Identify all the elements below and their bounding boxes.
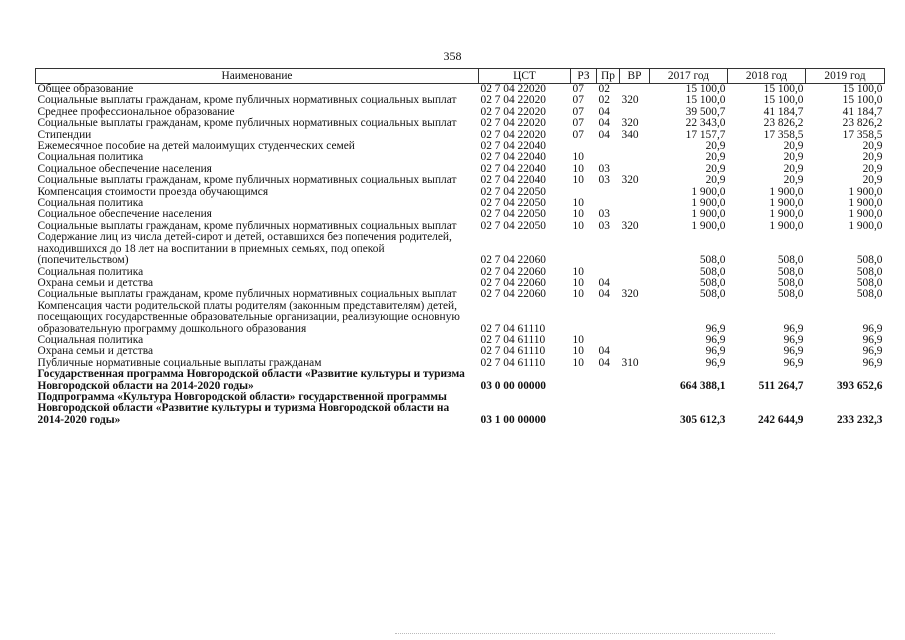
cell-2019: 1 900,0 (848, 185, 883, 198)
cell-rz: 10 (572, 356, 584, 369)
cell-2019: 96,9 (862, 356, 883, 369)
cell-pr: 04 (598, 356, 610, 369)
cell-2018: 511 264,7 (758, 379, 804, 392)
cell-rz: 07 (572, 117, 584, 130)
budget-table (35, 68, 885, 426)
header-cst: ЦСТ (479, 69, 571, 84)
cell-pr (597, 301, 620, 335)
cell-2019: 20,9 (862, 151, 883, 164)
cell-name: Ежемесячное пособие на детей малоимущих студенческих семей (37, 140, 355, 153)
cell-2019: 96,9 (862, 345, 883, 358)
cell-cst: 02 7 04 61110 (480, 333, 546, 346)
cell-vr: 310 (621, 356, 639, 369)
cell-pr (597, 187, 620, 198)
header-2019: 2019 год (806, 69, 885, 84)
cell-2017: 20,9 (705, 140, 726, 153)
cell-rz: 10 (572, 345, 584, 358)
cell-cst: 02 7 04 61110 (480, 322, 546, 335)
cell-cst: 02 7 04 22020 (480, 105, 546, 118)
cell-2018: 96,9 (783, 356, 804, 369)
cell-2017: 1 900,0 (691, 208, 726, 221)
cell-2017: 1 900,0 (691, 185, 726, 198)
cell-vr: 320 (621, 117, 639, 130)
cell-2017: 22 343,0 (685, 117, 726, 130)
cell-pr (597, 232, 620, 266)
cell-2017: 508,0 (699, 276, 726, 289)
cell-2019: 96,9 (862, 322, 883, 335)
cell-cst: 02 7 04 22060 (480, 254, 546, 267)
table-body (36, 84, 885, 427)
table-header-row (36, 69, 885, 84)
cell-name: Социальная политика (37, 333, 144, 346)
scan-artifact-line (395, 633, 775, 636)
cell-cst: 02 7 04 22040 (480, 140, 546, 153)
table-row (36, 141, 885, 152)
cell-2018: 508,0 (777, 288, 804, 301)
cell-pr: 03 (598, 162, 610, 175)
cell-name: Содержание лиц из числа детей-сирот и детей, оставшихся без попечения родителей, находившихся до 18 лет на воспитании в приемных семьях, под опекой (попечительством) (37, 231, 452, 267)
cell-pr: 02 (598, 83, 610, 95)
cell-2017: 96,9 (705, 356, 726, 369)
cell-rz: 10 (572, 288, 584, 301)
cell-cst: 02 7 04 61110 (480, 345, 546, 358)
cell-2019: 15 100,0 (842, 83, 883, 95)
cell-vr (620, 369, 650, 392)
cell-2017: 508,0 (699, 288, 726, 301)
cell-2017: 508,0 (699, 265, 726, 278)
cell-vr: 320 (621, 94, 639, 107)
cell-vr (620, 392, 650, 426)
cell-pr: 03 (598, 219, 610, 232)
cell-name: Социальные выплаты гражданам, кроме публичных нормативных социальных выплат (37, 219, 457, 232)
cell-cst: 02 7 04 22050 (480, 185, 546, 198)
cell-2017: 96,9 (705, 345, 726, 358)
cell-pr: 04 (598, 345, 610, 358)
table-row (36, 301, 885, 335)
cell-cst: 02 7 04 22060 (480, 276, 546, 289)
cell-name: Социальные выплаты гражданам, кроме публичных нормативных социальных выплат (37, 94, 457, 107)
cell-rz (571, 232, 597, 266)
cell-name: Компенсация стоимости проезда обучающимся (37, 185, 269, 198)
cell-rz: 10 (572, 151, 584, 164)
header-rz: РЗ (571, 69, 597, 84)
cell-name: Публичные нормативные социальные выплаты гражданам (37, 356, 322, 369)
cell-rz: 10 (572, 265, 584, 278)
cell-2017: 15 100,0 (685, 94, 726, 107)
cell-2018: 15 100,0 (763, 94, 804, 107)
cell-2018: 20,9 (783, 151, 804, 164)
cell-rz: 07 (572, 128, 584, 141)
cell-name: Социальное обеспечение населения (37, 208, 212, 221)
cell-2019: 23 826,2 (842, 117, 883, 130)
cell-vr: 340 (621, 128, 639, 141)
cell-vr (620, 141, 650, 152)
header-2017: 2017 год (650, 69, 728, 84)
cell-2017: 305 612,3 (679, 413, 726, 426)
cell-cst: 02 7 04 22040 (480, 151, 546, 164)
cell-vr (620, 198, 650, 209)
cell-pr: 04 (598, 288, 610, 301)
cell-2018: 96,9 (783, 322, 804, 335)
cell-cst: 02 7 04 22020 (480, 117, 546, 130)
cell-vr (620, 232, 650, 266)
cell-vr: 320 (621, 219, 639, 232)
cell-rz (571, 392, 597, 426)
table-row (36, 369, 885, 392)
cell-pr: 03 (598, 174, 610, 187)
cell-2019: 508,0 (856, 254, 883, 267)
cell-pr: 02 (598, 94, 610, 107)
cell-2017: 20,9 (705, 174, 726, 187)
table-row (36, 118, 885, 129)
cell-2018: 508,0 (777, 254, 804, 267)
cell-2019: 508,0 (856, 265, 883, 278)
cell-rz (571, 369, 597, 392)
cell-2019: 20,9 (862, 140, 883, 153)
table-row (36, 392, 885, 426)
cell-2018: 1 900,0 (769, 197, 804, 210)
cell-cst: 02 7 04 22020 (480, 94, 546, 107)
cell-2018: 20,9 (783, 174, 804, 187)
cell-2017: 1 900,0 (691, 197, 726, 210)
table-row (36, 267, 885, 278)
cell-2018: 41 184,7 (763, 105, 804, 118)
cell-2018: 17 358,5 (763, 128, 804, 141)
header-pr: Пр (597, 69, 620, 84)
cell-vr (620, 267, 650, 278)
cell-name: Социальные выплаты гражданам, кроме публичных нормативных социальных выплат (37, 117, 457, 130)
cell-vr: 320 (621, 288, 639, 301)
cell-2019: 20,9 (862, 162, 883, 175)
cell-vr (620, 152, 650, 163)
cell-pr (597, 141, 620, 152)
cell-2018: 15 100,0 (763, 83, 804, 95)
cell-2017: 508,0 (699, 254, 726, 267)
cell-cst: 03 1 00 00000 (480, 413, 546, 426)
cell-cst: 02 7 04 22060 (480, 288, 546, 301)
cell-name: Социальная политика (37, 151, 144, 164)
cell-rz: 10 (572, 276, 584, 289)
cell-pr: 04 (598, 117, 610, 130)
cell-rz: 10 (572, 197, 584, 210)
cell-2017: 96,9 (705, 333, 726, 346)
cell-vr (620, 301, 650, 335)
cell-name: Компенсация части родительской платы родителям (законным представителям) детей, посещающих государственные образовательные организации, реализующие основную образовательную программу дошкольного образования (37, 299, 460, 335)
cell-2018: 20,9 (783, 162, 804, 175)
cell-2019: 1 900,0 (848, 208, 883, 221)
cell-2018: 242 644,9 (757, 413, 804, 426)
table-row (36, 232, 885, 266)
table-row (36, 335, 885, 346)
cell-rz: 10 (572, 219, 584, 232)
cell-cst: 02 7 04 22020 (480, 128, 546, 141)
cell-name: Охрана семьи и детства (37, 276, 153, 289)
header-2018: 2018 год (728, 69, 806, 84)
cell-name: Среднее профессиональное образование (37, 105, 235, 118)
cell-rz: 07 (572, 94, 584, 107)
cell-name: Государственная программа Новгородской области «Развитие культуры и туризма Новгородской области на 2014-2020 годы» (37, 368, 465, 392)
cell-2018: 20,9 (783, 140, 804, 153)
cell-cst: 02 7 04 22020 (480, 83, 546, 95)
cell-name: Общее образование (37, 83, 134, 95)
cell-2017: 1 900,0 (691, 219, 726, 232)
cell-2018: 96,9 (783, 333, 804, 346)
cell-2018: 1 900,0 (769, 219, 804, 232)
cell-2017: 20,9 (705, 162, 726, 175)
cell-2019: 233 232,3 (836, 413, 883, 426)
cell-name: Социальное обеспечение населения (37, 162, 212, 175)
cell-name: Социальные выплаты гражданам, кроме публичных нормативных социальных выплат (37, 288, 457, 301)
cell-2017: 39 500,7 (685, 105, 726, 118)
cell-rz: 07 (572, 83, 584, 95)
cell-cst: 02 7 04 22040 (480, 174, 546, 187)
cell-2019: 1 900,0 (848, 219, 883, 232)
cell-rz: 10 (572, 333, 584, 346)
cell-2019: 508,0 (856, 276, 883, 289)
cell-2017: 96,9 (705, 322, 726, 335)
cell-2018: 96,9 (783, 345, 804, 358)
cell-2019: 15 100,0 (842, 94, 883, 107)
cell-2019: 96,9 (862, 333, 883, 346)
table-row (36, 175, 885, 186)
cell-2019: 508,0 (856, 288, 883, 301)
cell-pr (597, 392, 620, 426)
cell-2017: 664 388,1 (679, 379, 726, 392)
cell-2017: 17 157,7 (685, 128, 726, 141)
cell-2018: 23 826,2 (763, 117, 804, 130)
cell-cst: 02 7 04 61110 (480, 356, 546, 369)
cell-vr (620, 187, 650, 198)
page-number: 358 (443, 49, 462, 63)
cell-2019: 20,9 (862, 174, 883, 187)
cell-name: Социальные выплаты гражданам, кроме публичных нормативных социальных выплат (37, 174, 457, 187)
cell-cst: 02 7 04 22050 (480, 208, 546, 221)
cell-cst: 02 7 04 22050 (480, 219, 546, 232)
table-row (36, 289, 885, 300)
cell-name: Стипендии (37, 128, 92, 141)
cell-pr: 03 (598, 208, 610, 221)
cell-rz (571, 301, 597, 335)
cell-pr: 04 (598, 128, 610, 141)
cell-2019: 1 900,0 (848, 197, 883, 210)
cell-cst: 02 7 04 22050 (480, 197, 546, 210)
cell-2018: 1 900,0 (769, 208, 804, 221)
cell-name: Социальная политика (37, 265, 144, 278)
cell-2018: 1 900,0 (769, 185, 804, 198)
cell-rz: 10 (572, 208, 584, 221)
cell-vr: 320 (621, 174, 639, 187)
cell-name: Подпрограмма «Культура Новгородской области» государственной программы Новгородской области «Развитие культуры и туризма Новгородской области на 2014-2020 годы» (37, 390, 450, 426)
cell-name: Охрана семьи и детства (37, 345, 153, 358)
cell-2019: 41 184,7 (842, 105, 883, 118)
cell-cst: 03 0 00 00000 (480, 379, 546, 392)
cell-2017: 15 100,0 (685, 83, 726, 95)
cell-pr (597, 369, 620, 392)
cell-rz: 10 (572, 174, 584, 187)
cell-2019: 17 358,5 (842, 128, 883, 141)
cell-pr: 04 (598, 276, 610, 289)
cell-2017: 20,9 (705, 151, 726, 164)
cell-vr (620, 335, 650, 346)
header-name: Наименование (36, 69, 479, 84)
cell-cst: 02 7 04 22060 (480, 265, 546, 278)
table-row (36, 187, 885, 198)
cell-name: Социальная политика (37, 197, 144, 210)
header-vr: ВР (620, 69, 650, 84)
cell-2019: 393 652,6 (836, 379, 883, 392)
cell-cst: 02 7 04 22040 (480, 162, 546, 175)
cell-rz: 10 (572, 162, 584, 175)
cell-2018: 508,0 (777, 276, 804, 289)
cell-pr: 04 (598, 105, 610, 118)
cell-2018: 508,0 (777, 265, 804, 278)
cell-rz: 07 (572, 105, 584, 118)
